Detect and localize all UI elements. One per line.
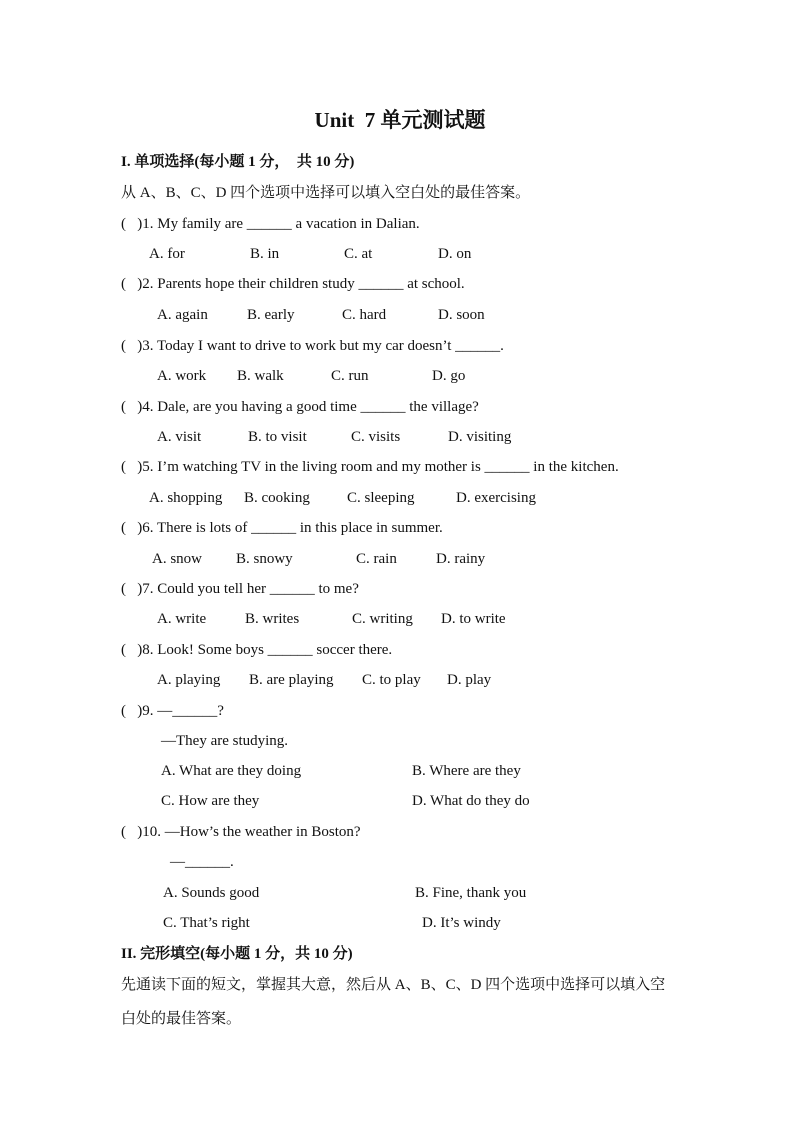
option-c: C. sleeping: [347, 490, 415, 506]
option-b: B. in: [250, 246, 280, 262]
question-stem: ( )1. My family are ______ a vacation in Dalian.: [121, 216, 420, 232]
option-d: D. exercising: [456, 490, 536, 506]
option-b: B. early: [247, 307, 295, 323]
question-stem: ( )5. I’m watching TV in the living room and my mother is ______ in the kitchen.: [121, 459, 619, 475]
option-a: A. for: [149, 246, 185, 262]
question-stem: ( )6. There is lots of ______ in this place in summer.: [121, 520, 443, 536]
option-a: A. shopping: [149, 490, 223, 506]
question-stem: ( )4. Dale, are you having a good time ______ the village?: [121, 399, 479, 415]
option-d: D. go: [432, 368, 466, 384]
option-c: C. visits: [351, 429, 401, 445]
section-2-instruction-line-1: 先通读下面的短文，掌握其大意，然后从 A、B、C、D 四个选项中选择可以填入空: [121, 977, 666, 993]
option-b: B. are playing: [249, 672, 334, 688]
option-a: A. again: [157, 307, 208, 323]
option-d: D. on: [438, 246, 472, 262]
option-c: C. How are they: [161, 793, 260, 809]
option-a: A. playing: [157, 672, 221, 688]
option-d: D. soon: [438, 307, 485, 323]
page-title: Unit 7 单元测试题: [314, 108, 486, 132]
option-b: B. to visit: [248, 429, 307, 445]
dialogue-reply: —______.: [170, 854, 234, 870]
section-1-heading: I. 单项选择(每小题 1 分， 共 10 分): [121, 154, 355, 170]
option-b: B. writes: [245, 611, 300, 627]
question-stem: ( )2. Parents hope their children study ______ at school.: [121, 276, 465, 292]
option-b: B. Where are they: [412, 763, 521, 779]
option-c: C. run: [331, 368, 369, 384]
option-d: D. It’s windy: [422, 915, 501, 931]
option-a: A. write: [157, 611, 207, 627]
option-c: C. writing: [352, 611, 413, 627]
question-stem: ( )9. —______?: [121, 703, 224, 719]
option-c: C. at: [344, 246, 373, 262]
option-d: D. rainy: [436, 551, 486, 567]
section-1-instruction: 从 A、B、C、D 四个选项中选择可以填入空白处的最佳答案。: [121, 185, 531, 201]
option-b: B. snowy: [236, 551, 293, 567]
option-b: B. Fine, thank you: [415, 885, 527, 901]
option-a: A. work: [157, 368, 207, 384]
option-a: A. Sounds good: [163, 885, 260, 901]
option-c: C. rain: [356, 551, 397, 567]
option-d: D. visiting: [448, 429, 512, 445]
option-a: A. snow: [152, 551, 203, 567]
question-stem: ( )3. Today I want to drive to work but my car doesn’t ______.: [121, 338, 504, 354]
option-d: D. to write: [441, 611, 506, 627]
question-stem: ( )10. —How’s the weather in Boston?: [121, 824, 361, 840]
option-a: A. What are they doing: [161, 763, 302, 779]
dialogue-reply: —They are studying.: [161, 733, 289, 749]
option-d: D. play: [447, 672, 492, 688]
section-2-instruction-line-2: 白处的最佳答案。: [121, 1011, 242, 1027]
question-stem: ( )7. Could you tell her ______ to me?: [121, 581, 359, 597]
option-a: A. visit: [157, 429, 202, 445]
question-stem: ( )8. Look! Some boys ______ soccer there.: [121, 642, 393, 658]
section-2-heading: II. 完形填空(每小题 1 分，共 10 分): [121, 946, 353, 962]
option-c: C. hard: [342, 307, 387, 323]
option-c: C. That’s right: [163, 915, 250, 931]
option-d: D. What do they do: [412, 793, 530, 809]
option-c: C. to play: [362, 672, 421, 688]
option-b: B. cooking: [244, 490, 310, 506]
option-b: B. walk: [237, 368, 284, 384]
